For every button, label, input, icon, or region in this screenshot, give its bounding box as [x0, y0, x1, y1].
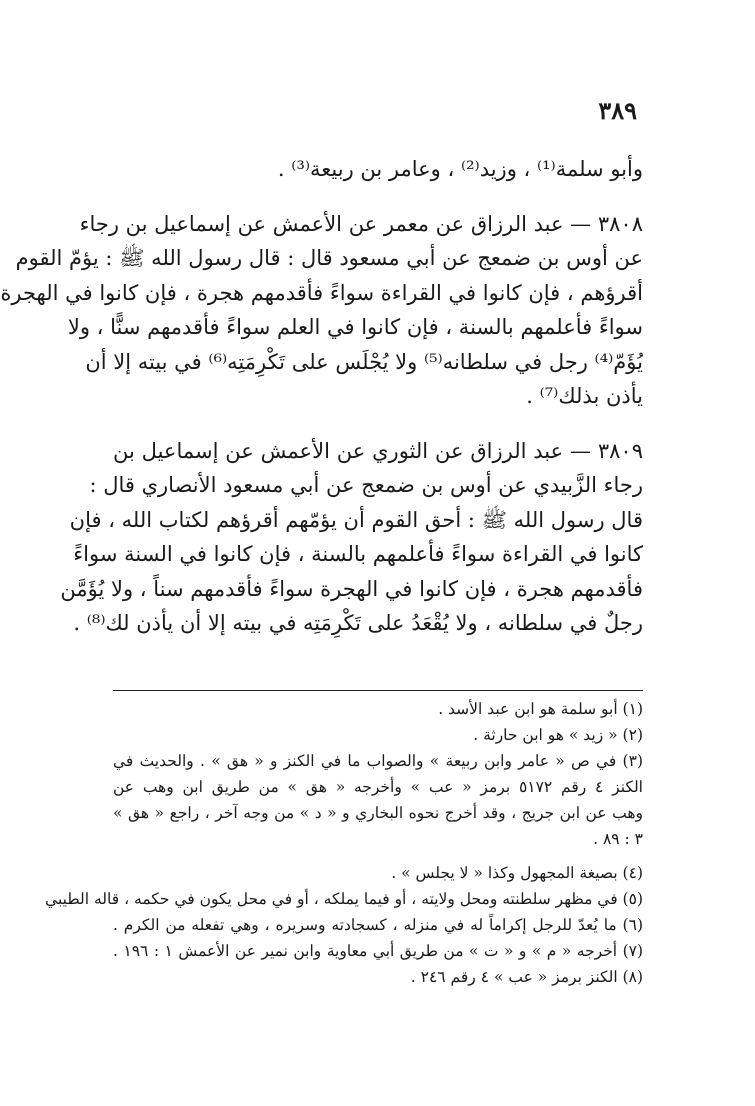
footnote-line: الكنز ٤ رقم ٥١٧٢ برمز « عب » وأخرجه « هق » من طريق ابن وهب عن: [113, 778, 643, 796]
text-line: قال رسول الله ﷺ : أحق القوم أن يؤمّهم أقرؤهم لكتاب الله ، فإن: [69, 507, 643, 532]
text-line: كانوا في القراءة سواءً فأعلمهم بالسنة ، فإن كانوا في السنة سواءً: [73, 542, 643, 566]
intro-line: وأبو سلمة⁽¹⁾ ، وزيد⁽²⁾ ، وعامر بن ربيعة⁽³⁾ .: [277, 157, 643, 181]
footnote-5: (٥) في مظهر سلطنته ومحل ولايته ، أو فيما يملكه ، أو في محل يكون في حكمه ، قاله الطيبي: [45, 890, 643, 908]
footnote-divider: [113, 690, 643, 691]
footnote-gap: [113, 852, 643, 860]
hadith-3808: [0, 207, 643, 414]
text-line: عن أوس بن ضمعج عن أبي مسعود قال : قال رسول الله ﷺ : يؤمّ القوم: [15, 246, 643, 270]
footnote-6: (٦) ما يُعدّ للرجل إكراماً له في منزله ، كسجادته وسريره ، وهي تفعله من الكرم .: [113, 916, 643, 934]
document-page: [1, 0, 755, 1106]
paragraph-gap: [113, 414, 643, 434]
text-line: رجاء الزَّبيدي عن أوس بن ضمعج عن أبي مسعود الأنصاري قال :: [89, 473, 643, 497]
text-line: ٣٨٠٨ — عبد الرزاق عن معمر عن الأعمش عن إسماعيل بن رجاء: [79, 211, 643, 236]
text-line: سواءً فأعلمهم بالسنة ، فإن كانوا في العلم سواءً فأقدمهم سنًّا ، ولا: [67, 315, 643, 339]
footnote-7: (٧) أخرجه « م » و « ت » من طريق أبي معاوية وابن نمير عن الأعمش ١ : ١٩٦ .: [113, 942, 644, 960]
footnote-line: (٣) في ص « عامر وابن ربيعة » والصواب ما في الكنز و « هق » . والحديث في: [113, 752, 643, 770]
footnote-line: ٣ : ٨٩ .: [593, 830, 643, 848]
footnote-line: وهب عن ابن جريج ، وقد أخرج نحوه البخاري و « د » من وجه آخر ، راجع « هق »: [113, 804, 643, 822]
footnote-4: (٤) بصيغة المجهول وكذا « لا يجلس » .: [391, 864, 643, 882]
text-line: يُؤَمّ⁽⁴⁾ رجل في سلطانه⁽⁵⁾ ولا يُجْلَس على تَكْرِمَتِه⁽⁶⁾ في بيته إلا أن: [85, 349, 643, 374]
main-text: [0, 152, 643, 641]
footnotes: [45, 696, 644, 990]
footnote-2: (٢) « زيد » هو ابن حارثة .: [473, 726, 643, 744]
page-number: ٣٨٩: [598, 96, 637, 125]
footnote-1: (١) أبو سلمة هو ابن عبد الأسد .: [438, 700, 643, 718]
text-line: ٣٨٠٩ — عبد الرزاق عن الثوري عن الأعمش عن إسماعيل بن: [113, 438, 643, 463]
paragraph-gap: [113, 187, 643, 207]
text-line: فأقدمهم هجرة ، فإن كانوا في الهجرة سواءً فأقدمهم سناً ، ولا يُؤَمَّن: [60, 576, 643, 601]
footnote-8: (٨) الكنز برمز « عب » ٤ رقم ٢٤٦ .: [410, 968, 643, 986]
text-line: رجلٌ في سلطانه ، ولا يُقْعَدُ على تَكْرِمَتِه في بيته إلا أن يأذن لك⁽⁸⁾ .: [73, 611, 643, 635]
hadith-3809: [60, 434, 643, 641]
text-line: يأذن بذلك⁽⁷⁾ .: [526, 384, 643, 408]
text-line: أقرؤهم ، فإن كانوا في القراءة سواءً فأقدمهم هجرة ، فإن كانوا في الهجرة: [0, 280, 643, 305]
footnote-3: [113, 748, 643, 852]
